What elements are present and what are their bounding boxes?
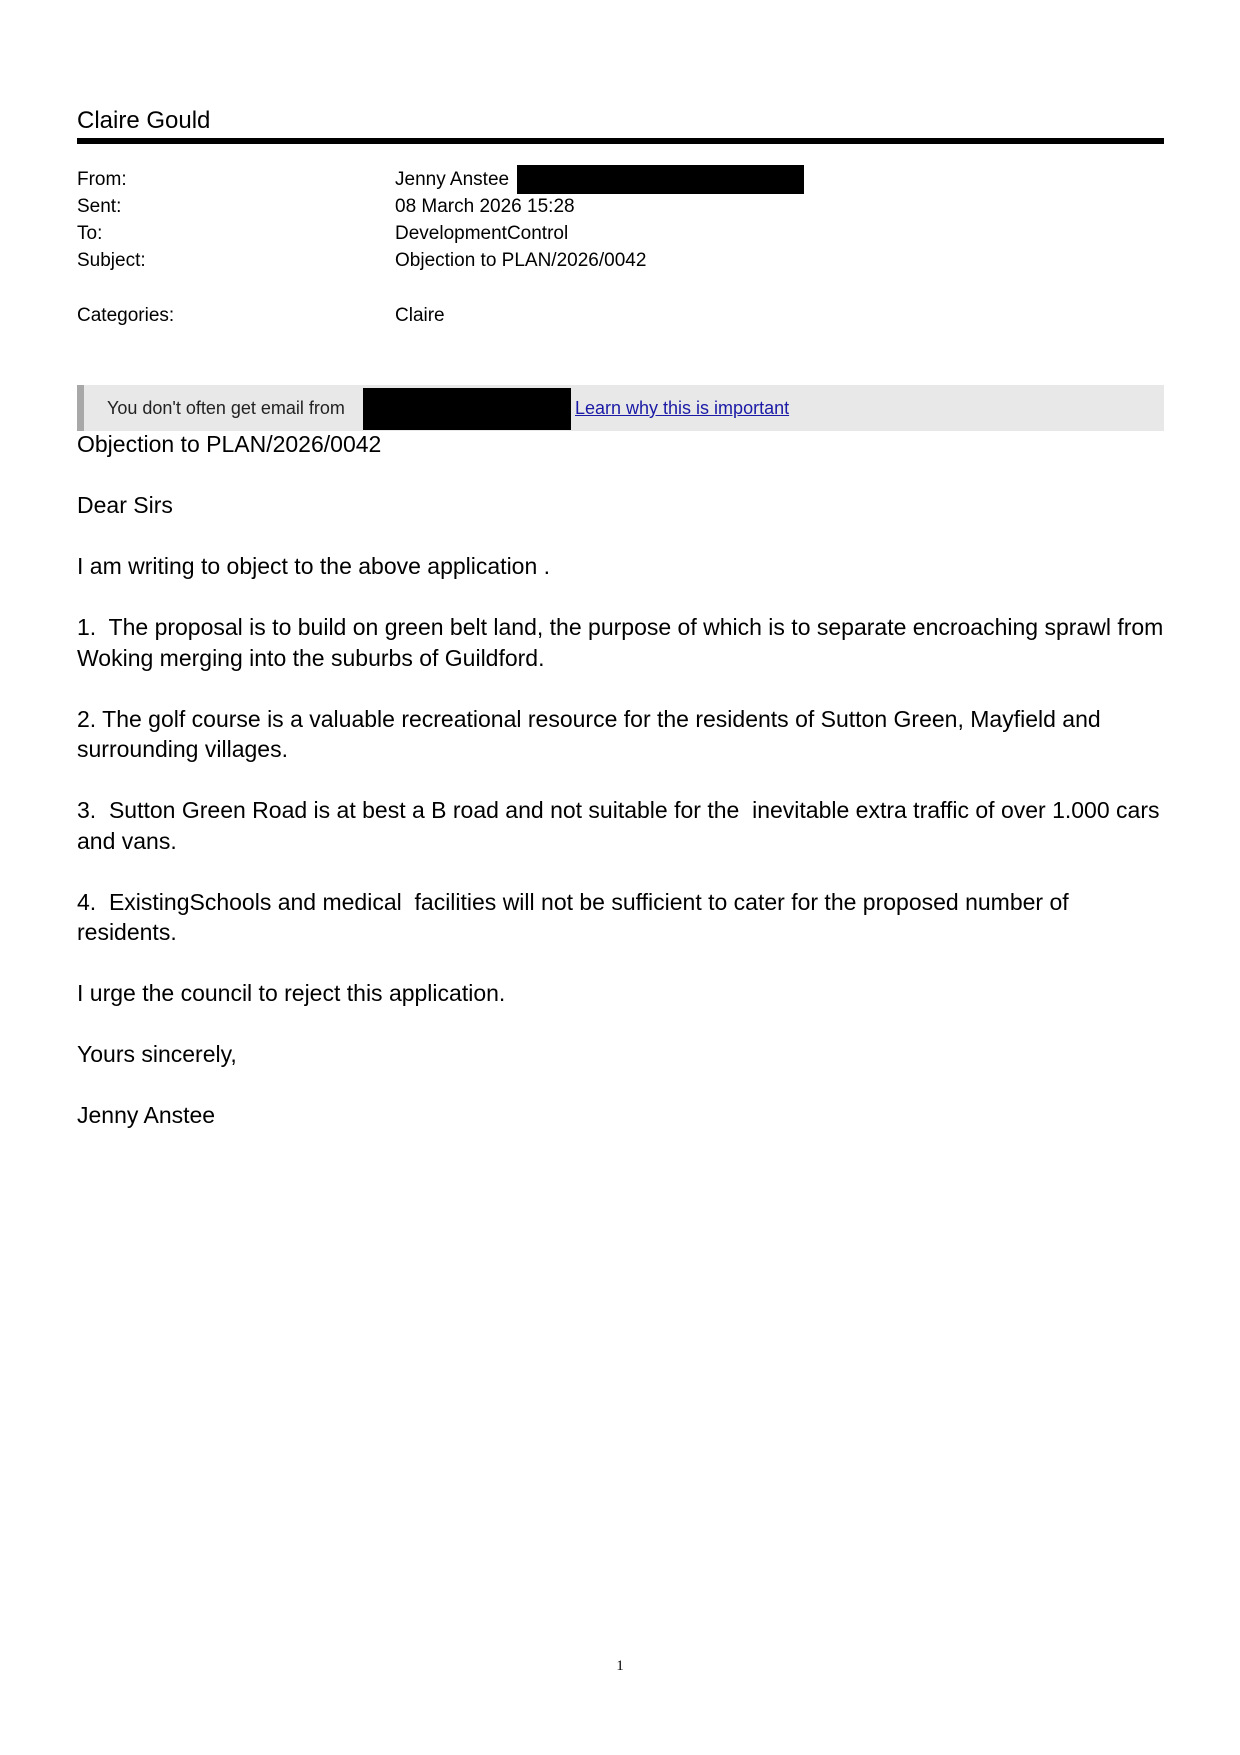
sent-value: 08 March 2026 15:28 (395, 196, 575, 217)
categories-value: Claire (395, 305, 445, 326)
from-label: From: (77, 169, 127, 190)
learn-why-link[interactable]: Learn why this is important (575, 398, 790, 418)
email-body (77, 429, 1170, 1161)
subject-row (77, 247, 1164, 274)
objection-point-2: 2. The golf course is a valuable recreational resource for the residents of Sutton Green, Mayfield and surrounding villages. (77, 705, 1108, 762)
external-sender-notice (77, 385, 1164, 431)
notice-accent-bar (77, 385, 84, 431)
signature-name: Jenny Anstee (77, 1102, 216, 1128)
objection-point-3: 3. Sutton Green Road is at best a B road and not suitable for the inevitable extra traffic of over 1.000 cars and vans. (77, 797, 1166, 854)
to-value: DevelopmentControl (395, 223, 569, 244)
redacted-email-address (517, 165, 804, 194)
sent-label: Sent: (77, 196, 122, 217)
closing-request: I urge the council to reject this application. (77, 980, 506, 1006)
notice-text: You don't often get email from (107, 398, 345, 418)
subject-label: Subject: (77, 250, 146, 271)
categories-label: Categories: (77, 305, 175, 326)
mailbox-owner-name: Claire Gould (77, 107, 211, 134)
page-number: 1 (616, 1658, 624, 1674)
objection-point-1: 1. The proposal is to build on green belt land, the purpose of which is to separate encroaching sprawl from Woking merging into the suburbs of Guildford. (77, 614, 1170, 671)
header-rule (77, 138, 1164, 144)
salutation: Dear Sirs (77, 492, 173, 518)
from-value: Jenny Anstee (395, 169, 510, 190)
categories-row (77, 302, 1164, 329)
body-paragraph: I am writing to object to the above application . (77, 553, 551, 579)
to-label: To: (77, 223, 103, 244)
sent-row (77, 193, 1164, 220)
subject-value: Objection to PLAN/2026/0042 (395, 250, 647, 271)
body-subject-line: Objection to PLAN/2026/0042 (77, 431, 382, 457)
to-row (77, 220, 1164, 247)
objection-point-4: 4. ExistingSchools and medical facilities will not be sufficient to cater for the proposed number of residents. (77, 888, 1076, 945)
sign-off: Yours sincerely, (77, 1041, 237, 1067)
redacted-sender-address (363, 388, 571, 430)
from-row (77, 166, 1164, 193)
